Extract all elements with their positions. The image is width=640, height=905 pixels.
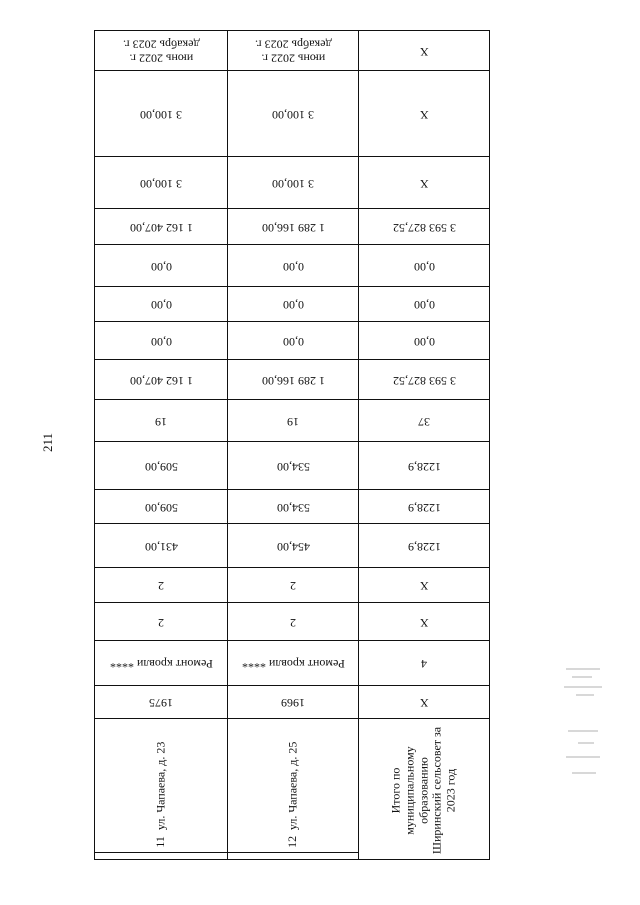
table-row-11 [95,31,228,859]
residents-cell: 19 [228,400,358,442]
build-year-cell: Х [359,686,489,719]
source-a-cell: 1 289 166,00 [228,360,358,400]
table-row-total [359,31,489,859]
cost-max-cell: 3 100,00 [95,157,227,209]
cost-limit-cell: 3 100,00 [228,71,358,157]
area-b-cell: 534,00 [228,490,358,524]
work-type-cell: Ремонт кровли **** [95,641,227,686]
work-type-cell: 4 [359,641,489,686]
area-c-cell: 1228,9 [359,442,489,490]
cost-limit-cell: Х [359,71,489,157]
area-a-cell: 1228,9 [359,524,489,568]
address-cell: ул. Чапаева, д. 23 [95,719,227,853]
period-end: декабрь 2023 г. [254,37,332,52]
build-year-cell: 1969 [228,686,358,719]
summary-label: Итого по муниципальному образованию Ширинский сельсовет за 2023 год [388,726,458,854]
address-cell: ул. Чапаева, д. 25 [228,719,358,853]
period-end: декабрь 2023 г. [122,37,200,52]
data-table [94,30,490,860]
total-cost-cell: 3 593 827,52 [359,209,489,245]
residents-cell: 37 [359,400,489,442]
floors-cell: 2 [95,603,227,641]
total-cost-cell: 1 289 166,00 [228,209,358,245]
cost-max-cell: Х [359,157,489,209]
row-number-cell: 11 [153,836,168,848]
source-b-cell: 0,00 [228,322,358,360]
summary-cell [359,719,489,861]
source-c-cell: 0,00 [359,287,489,322]
source-d-cell: 0,00 [95,245,227,287]
source-c-cell: 0,00 [228,287,358,322]
period-cell [95,31,227,71]
cost-limit-cell: 3 100,00 [95,71,227,157]
area-b-cell: 1228,9 [359,490,489,524]
source-b-cell: 0,00 [359,322,489,360]
total-cost-cell: 1 162 407,00 [95,209,227,245]
period-start: июнь 2022 г. [261,51,325,66]
area-a-cell: 454,00 [228,524,358,568]
entrances-cell: 2 [228,568,358,603]
source-d-cell: 0,00 [228,245,358,287]
period-start: июнь 2022 г. [129,51,193,66]
area-c-cell: 509,00 [95,442,227,490]
floors-cell: Х [359,603,489,641]
area-c-cell: 534,00 [228,442,358,490]
work-type-cell: Ремонт кровли **** [228,641,358,686]
scan-artifact [562,668,606,780]
entrances-cell: Х [359,568,489,603]
source-d-cell: 0,00 [359,245,489,287]
page-number: 211 [40,432,55,452]
period-cell: Х [359,31,489,71]
cost-max-cell: 3 100,00 [228,157,358,209]
floors-cell: 2 [228,603,358,641]
row-number-cell: 12 [285,835,300,848]
source-b-cell: 0,00 [95,322,227,360]
period-cell [228,31,358,71]
table-row-12 [228,31,359,859]
source-c-cell: 0,00 [95,287,227,322]
source-a-cell: 1 162 407,00 [95,360,227,400]
build-year-cell: 1975 [95,686,227,719]
residents-cell: 19 [95,400,227,442]
source-a-cell: 3 593 827,52 [359,360,489,400]
area-b-cell: 509,00 [95,490,227,524]
area-a-cell: 431,00 [95,524,227,568]
entrances-cell: 2 [95,568,227,603]
